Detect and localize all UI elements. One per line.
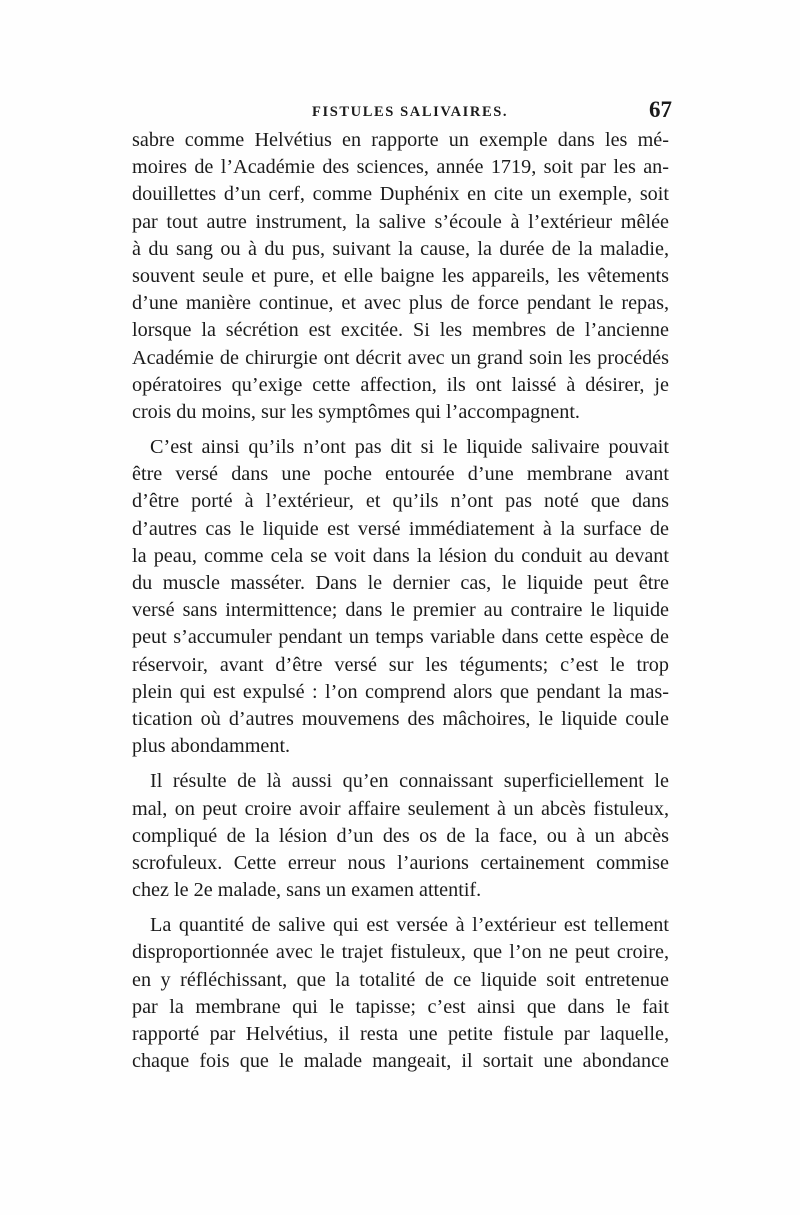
text-line: par la membrane qui le tapisse; c’est ainsi que dans le fait (132, 995, 669, 1018)
text-line: chez le 2e malade, sans un examen attentif. (132, 879, 482, 902)
text-line: par tout autre instrument, la salive s’écoule à l’extérieur mêlée (132, 210, 669, 233)
text-line: versé sans intermittence; dans le premier au contraire le liquide (132, 599, 669, 622)
text-line: crois du moins, sur les symptômes qui l’accompagnent. (132, 400, 580, 423)
text-line: scrofuleux. Cette erreur nous l’aurions certainement commise (132, 851, 669, 874)
page-number: 67 (649, 97, 672, 122)
body-text (132, 127, 669, 1075)
paragraph-3 (132, 768, 669, 904)
text-line: mal, on peut croire avoir affaire seulement à un abcès fistuleux, (132, 797, 669, 820)
paragraph-4 (132, 912, 669, 1075)
paragraph-2 (132, 434, 669, 760)
text-line: rapporté par Helvétius, il resta une petite fistule par laquelle, (132, 1023, 669, 1045)
paragraph-gap (132, 904, 669, 912)
text-line: lorsque la sécrétion est excitée. Si les membres de l’ancienne (132, 319, 669, 342)
text-line: C’est ainsi qu’ils n’ont pas dit si le liquide salivaire pouvait (150, 436, 669, 459)
paragraph-1 (132, 127, 669, 426)
text-line: disproportionnée avec le trajet fistuleux, que l’on ne peut croire, (132, 941, 669, 964)
text-line: plus abondamment. (132, 735, 291, 758)
text-line: du muscle masséter. Dans le dernier cas, le liquide peut être (132, 572, 669, 594)
text-line: La quantité de salive qui est versée à l’extérieur est tellement (150, 914, 669, 937)
text-line: Il résulte de là aussi qu’en connaissant superficiellement le (150, 770, 669, 793)
text-line: d’autres cas le liquide est versé immédiatement à la surface de (132, 517, 669, 540)
running-title: FISTULES SALIVAIRES. (312, 104, 509, 120)
text-line: sabre comme Helvétius en rapporte un exemple dans les mé- (132, 129, 669, 151)
text-line: être versé dans une poche entourée d’une membrane avant (132, 463, 669, 486)
text-line: moires de l’Académie des sciences, année 1719, soit par les an- (132, 156, 669, 179)
text-line: souvent seule et pure, et elle baigne les appareils, les vêtements (132, 264, 669, 287)
text-line: peut s’accumuler pendant un temps variable dans cette espèce de (132, 626, 669, 649)
text-line: d’une manière continue, et avec plus de force pendant le repas, (132, 292, 669, 315)
paragraph-gap (132, 760, 669, 768)
running-head (132, 97, 672, 130)
text-line: à du sang ou à du pus, suivant la cause, la durée de la maladie, (132, 237, 669, 260)
text-line: la peau, comme cela se voit dans la lésion du conduit au devant (132, 544, 669, 567)
text-line: compliqué de la lésion d’un des os de la face, ou à un abcès (132, 824, 669, 847)
text-line: opératoires qu’exige cette affection, ils ont laissé à désirer, je (132, 373, 669, 396)
text-line: d’être porté à l’extérieur, et qu’ils n’ont pas noté que dans (132, 490, 669, 513)
text-line: Académie de chirurgie ont décrit avec un grand soin les procédés (132, 346, 669, 369)
text-line: douillettes d’un cerf, comme Duphénix en cite un exemple, soit (132, 183, 669, 206)
text-line: tication où d’autres mouvemens des mâchoires, le liquide coule (132, 707, 669, 730)
text-line: en y réfléchissant, que la totalité de ce liquide soit entretenue (132, 968, 669, 991)
text-line: chaque fois que le malade mangeait, il sortait une abondance (132, 1050, 669, 1073)
text-line: plein qui est expulsé : l’on comprend alors que pendant la mas- (132, 680, 669, 703)
paragraph-gap (132, 426, 669, 434)
text-line: réservoir, avant d’être versé sur les téguments; c’est le trop (132, 653, 669, 676)
